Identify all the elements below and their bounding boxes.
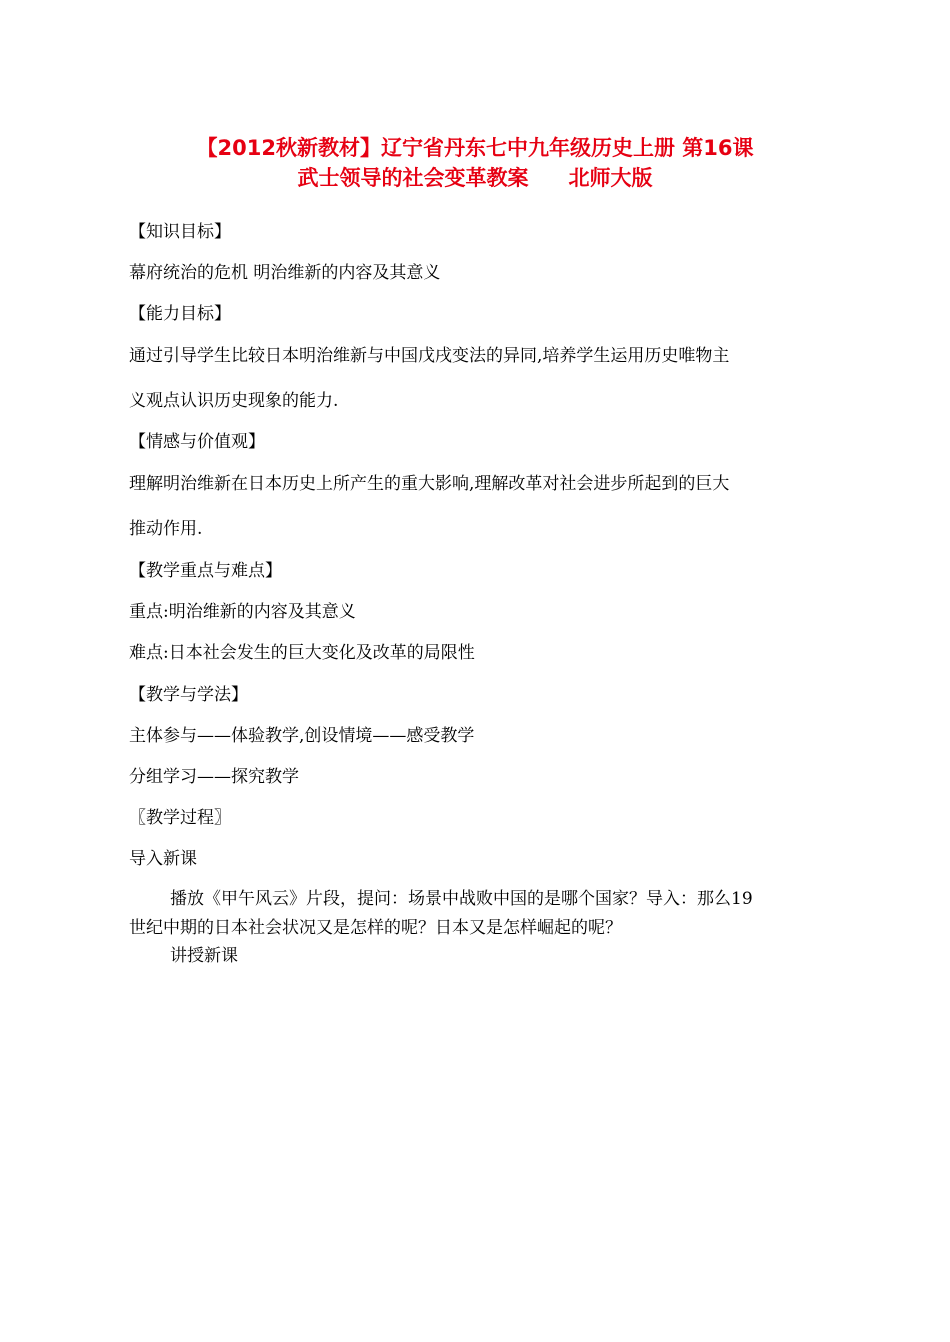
- teach-heading: 讲授新课: [170, 946, 238, 966]
- focus-key-point: 重点:明治维新的内容及其意义: [129, 602, 356, 622]
- intro-text-line-2: 世纪中期的日本社会状况又是怎样的呢？日本又是怎样崛起的呢？: [129, 918, 622, 938]
- document-title-line-1: 【2012秋新教材】辽宁省丹东七中九年级历史上册 第16课: [196, 136, 754, 160]
- title-subject: 武士领导的社会变革教案: [297, 166, 529, 190]
- intro-heading: 导入新课: [129, 849, 197, 869]
- document-title-line-2: [100, 162, 850, 192]
- knowledge-heading: 【知识目标】: [129, 222, 231, 242]
- ability-text-line-2: 义观点认识历史现象的能力.: [129, 391, 339, 411]
- method-line-1: 主体参与——体验教学,创设情境——感受教学: [129, 726, 475, 746]
- title-edition: 北师大版: [568, 166, 653, 190]
- focus-difficult-point: 难点:日本社会发生的巨大变化及改革的局限性: [129, 643, 475, 663]
- emotion-text-line-1: 理解明治维新在日本历史上所产生的重大影响,理解改革对社会进步所起到的巨大: [129, 474, 730, 494]
- knowledge-text: 幕府统治的危机 明治维新的内容及其意义: [129, 263, 441, 283]
- intro-text-line-1: 播放《甲午风云》片段，提问：场景中战败中国的是哪个国家？导入：那么19: [170, 889, 753, 909]
- process-heading: 〖教学过程〗: [129, 808, 231, 828]
- method-heading: 【教学与学法】: [129, 685, 248, 705]
- focus-heading: 【教学重点与难点】: [129, 561, 282, 581]
- method-line-2: 分组学习——探究教学: [129, 767, 299, 787]
- ability-heading: 【能力目标】: [129, 304, 231, 324]
- emotion-heading: 【情感与价值观】: [129, 432, 265, 452]
- ability-text-line-1: 通过引导学生比较日本明治维新与中国戊戌变法的异同,培养学生运用历史唯物主: [129, 346, 730, 366]
- emotion-text-line-2: 推动作用.: [129, 519, 203, 539]
